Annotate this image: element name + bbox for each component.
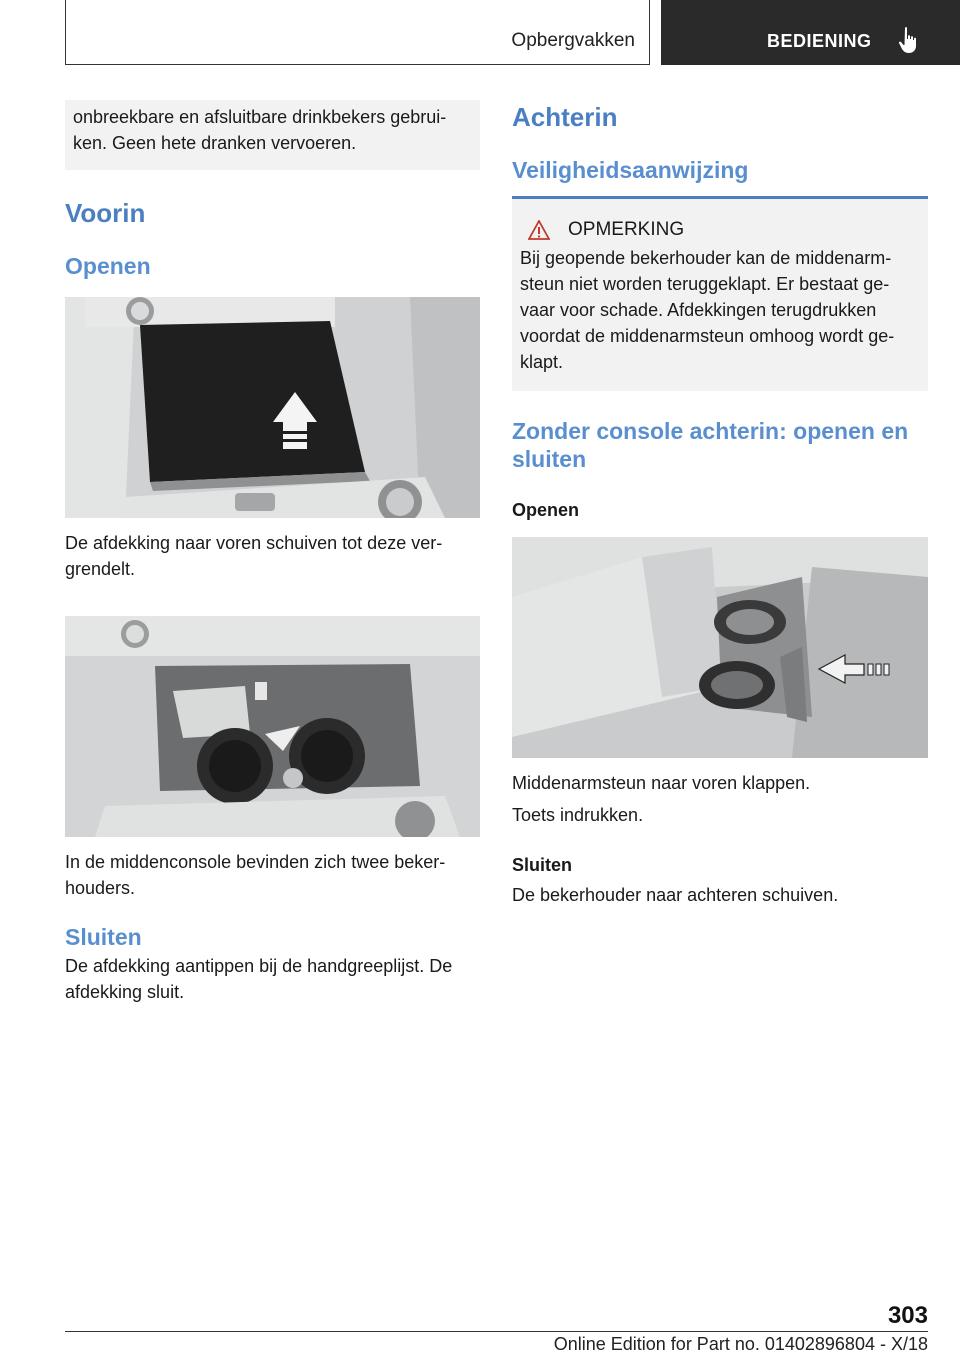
close-instruction-front: De afdekking aantippen bij de handgreeplijst. De afdekking sluit. <box>65 956 453 1002</box>
footer-rule <box>65 1331 928 1332</box>
right-column <box>512 100 928 908</box>
footer-edition: Online Edition for Part no. 01402896804 - X/18 <box>553 1334 928 1354</box>
caption-cupholders-front: In de middenconsole bevinden zich twee beker-houders. <box>65 852 446 898</box>
heading-achterin: Achterin <box>512 102 618 132</box>
subheading-openen-rear: Openen <box>512 500 580 520</box>
photo-cupholder-rear <box>512 537 928 758</box>
heading-voorin: Voorin <box>65 198 146 228</box>
close-instruction-rear: De bekerhouder naar achteren schuiven. <box>512 885 839 905</box>
caption-cover-slide: De afdekking naar voren schuiven tot deze ver-grendelt. <box>65 533 443 579</box>
subheading-sluiten-rear: Sluiten <box>512 855 573 875</box>
left-column <box>65 100 480 1005</box>
step-press-button: Toets indrukken. <box>512 805 644 825</box>
page-number: 303 <box>887 1302 928 1329</box>
header-chapter-tab <box>661 0 960 65</box>
heading-sluiten: Sluiten <box>65 924 142 950</box>
pointing-hand-icon <box>897 26 921 54</box>
header-section-box <box>65 0 650 65</box>
heading-zonder-console: Zonder console achterin: openen en sluiten <box>512 418 909 472</box>
note-continuation-text: onbreekbare en afsluitbare drinkbekers gebrui-ken. Geen hete dranken vervoeren. <box>73 107 447 153</box>
photo-cover-slide <box>65 297 480 518</box>
note-continuation-box <box>65 100 480 170</box>
header-section-title: Opbergvakken <box>511 30 635 51</box>
photo-cupholders-front <box>65 616 480 837</box>
header-chapter-label: BEDIENING <box>767 31 872 51</box>
warning-triangle-icon <box>528 220 550 240</box>
heading-veiligheidsaanwijzing: Veiligheidsaanwijzing <box>512 157 749 183</box>
warning-label: OPMERKING <box>568 219 685 240</box>
warning-header <box>520 217 920 243</box>
step-fold-armrest: Middenarmsteun naar voren klappen. <box>512 773 811 793</box>
warning-text: Bij geopende bekerhouder kan de middenarm-steun niet worden teruggeklapt. Er bestaat ge-vaar voor schade. Afdekkingen terugdrukken voordat de middenarmsteun omhoog wordt ge-klapt. <box>520 248 895 372</box>
warning-box <box>512 199 928 391</box>
heading-openen: Openen <box>65 253 151 279</box>
